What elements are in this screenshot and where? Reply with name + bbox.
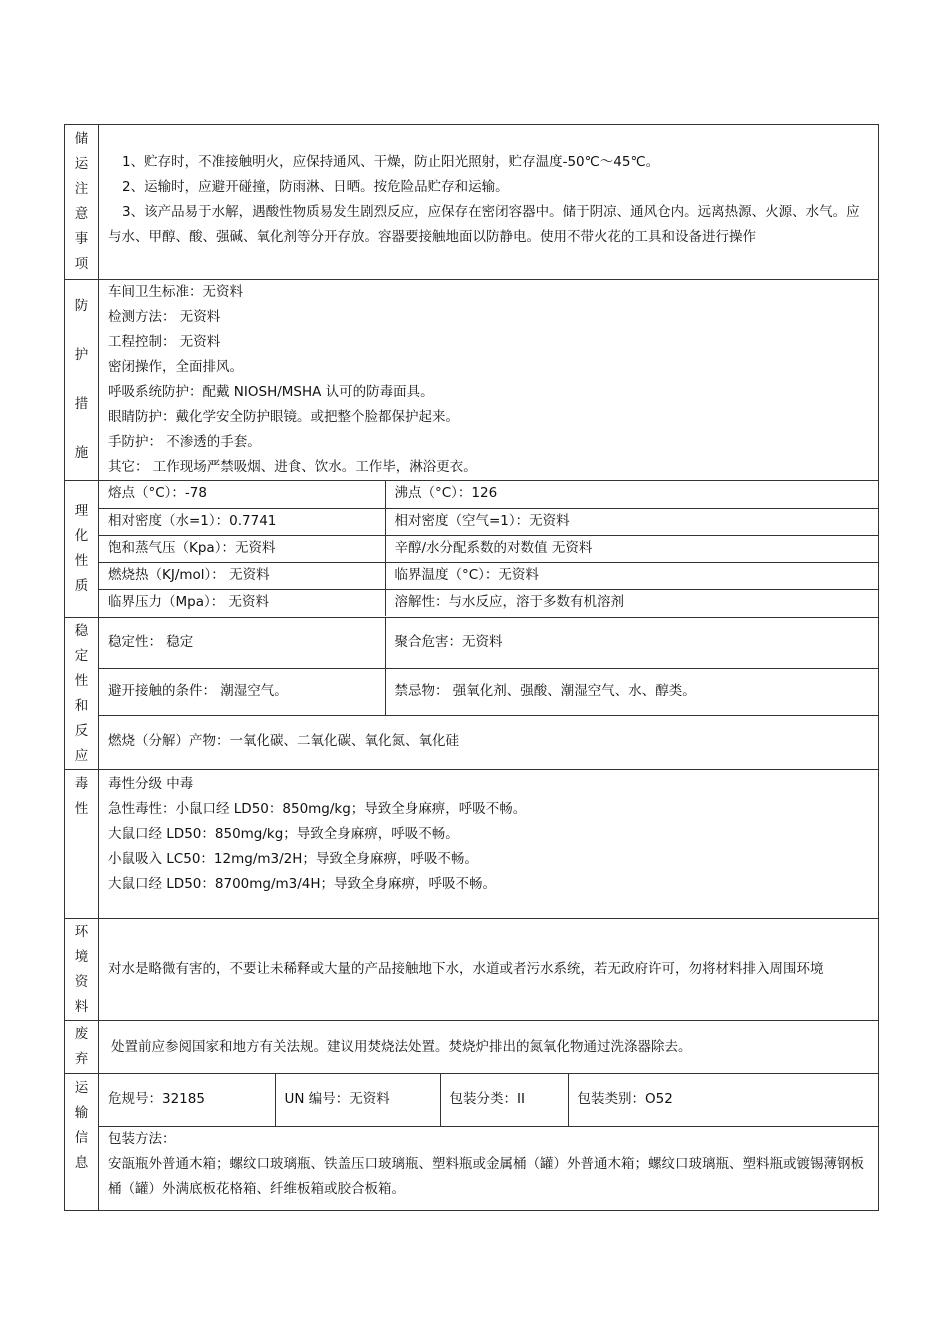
protection-line: 其它： 工作现场严禁吸烟、进食、饮水。工作毕，淋浴更衣。 — [108, 459, 477, 475]
packing-cell — [99, 1126, 878, 1202]
packing-text: 安瓿瓶外普通木箱；螺纹口玻璃瓶、铁盖压口玻璃瓶、塑料瓶或金属桶（罐）外普通木箱；螺纹口玻璃瓶、塑料瓶或镀锡薄钢板桶（罐）外满底板花格箱、纤维板箱或胶合板箱。 — [108, 1155, 864, 1197]
section-label-char: 意 — [74, 206, 89, 222]
section-label-char: 注 — [74, 181, 89, 197]
section-label-char: 化 — [74, 528, 89, 544]
physchem-cell: 熔点（°C）：-78 — [99, 481, 385, 508]
transport-cell: 包装类别：O52 — [577, 1091, 673, 1108]
protection-line: 呼吸系统防护：配戴 NIOSH/MSHA 认可的防毒面具。 — [108, 384, 434, 400]
transport-section — [65, 1074, 879, 1211]
section-label-char: 定 — [74, 647, 89, 664]
packing-title: 包装方法： — [108, 1130, 176, 1147]
section-label-char: 环 — [74, 923, 89, 940]
physchem-cell: 饱和蒸气压（Kpa）：无资料 — [99, 535, 385, 562]
protection-line: 密闭操作，全面排风。 — [108, 359, 243, 375]
stability-grid — [99, 618, 878, 767]
storage-section — [65, 125, 879, 280]
physchem-content — [99, 481, 879, 618]
section-label-char: 事 — [74, 231, 89, 247]
physchem-row — [99, 535, 878, 562]
physchem-cell: 沸点（°C）：126 — [394, 485, 498, 501]
section-label-char: 性 — [74, 553, 89, 569]
protection-line: 工程控制： 无资料 — [108, 334, 221, 350]
protection-line: 眼睛防护：戴化学安全防护眼镜。或把整个脸都保护起来。 — [108, 409, 459, 425]
section-label-char: 运 — [74, 1080, 89, 1096]
physchem-label — [65, 481, 99, 618]
physchem-cell: 溶解性：与水反应，溶于多数有机溶剂 — [385, 589, 878, 616]
section-label-char: 境 — [74, 948, 89, 965]
toxicity-label — [65, 770, 99, 919]
protection-line: 手防护： 不渗透的手套。 — [108, 434, 261, 450]
section-label-char: 施 — [74, 445, 89, 461]
section-label-char: 废 — [74, 1026, 89, 1042]
environment-content — [99, 919, 879, 1021]
protection-content — [99, 280, 879, 481]
transport-cell: 包装分类：II — [440, 1074, 568, 1126]
section-label-char: 运 — [74, 156, 89, 172]
storage-label — [65, 125, 99, 280]
toxicity-content — [99, 770, 879, 919]
section-label-char: 输 — [74, 1105, 89, 1121]
disposal-section — [65, 1021, 879, 1074]
protection-label — [65, 280, 99, 481]
disposal-text: 处置前应参阅国家和地方有关法规。建议用焚烧法处置。焚烧炉排出的氮氧化物通过洗涤器除去。 — [111, 1038, 692, 1055]
physchem-cell: 临界温度（°C）：无资料 — [385, 562, 878, 589]
section-label-char: 护 — [74, 347, 89, 363]
stability-cell: 聚合危害：无资料 — [394, 634, 503, 651]
stability-row — [99, 668, 878, 715]
section-label-char: 性 — [74, 801, 89, 817]
section-label-char: 料 — [74, 998, 89, 1015]
physchem-cell: 燃烧热（KJ/mol）： 无资料 — [99, 562, 385, 589]
section-label-char: 性 — [74, 672, 89, 689]
stability-content — [99, 618, 879, 770]
environment-label — [65, 919, 99, 1021]
section-label-char: 弃 — [74, 1051, 89, 1067]
transport-label — [65, 1074, 99, 1211]
section-label-char: 理 — [74, 503, 89, 519]
section-label-char: 信 — [74, 1130, 89, 1146]
section-label-char: 毒 — [74, 776, 89, 792]
transport-row — [99, 1074, 878, 1126]
physchem-cell: 相对密度（空气=1）：无资料 — [385, 508, 878, 535]
environment-text: 对水是略微有害的，不要让未稀释或大量的产品接触地下水，水道或者污水系统，若无政府许可，勿将材料排入周围环境 — [108, 961, 824, 977]
transport-cell: 危规号：32185 — [99, 1074, 275, 1126]
disposal-content — [99, 1021, 879, 1074]
section-label-char: 稳 — [74, 622, 89, 639]
section-label-char: 防 — [74, 298, 89, 314]
section-label-char: 和 — [74, 697, 89, 714]
stability-row — [99, 618, 878, 668]
transport-content — [99, 1074, 879, 1211]
section-label-char: 反 — [74, 722, 89, 739]
transport-row — [99, 1126, 878, 1202]
section-label-char: 储 — [74, 131, 89, 147]
toxicity-line: 大鼠口经 LD50：8700mg/m3/4H；导致全身麻痹，呼吸不畅。 — [108, 876, 497, 892]
physchem-cell: 相对密度（水=1）：0.7741 — [99, 508, 385, 535]
section-label-char: 措 — [74, 396, 89, 412]
stability-cell: 避开接触的条件： 潮湿空气。 — [99, 668, 385, 715]
storage-content — [99, 125, 879, 280]
physchem-cell: 辛醇/水分配系数的对数值 无资料 — [385, 535, 878, 562]
toxicity-line: 大鼠口经 LD50：850mg/kg；导致全身麻痹，呼吸不畅。 — [108, 826, 459, 842]
section-label-char: 资 — [74, 973, 89, 990]
stability-cell: 稳定性： 稳定 — [99, 618, 385, 668]
storage-line-1: 1、贮存时，不准接触明火，应保持通风、干燥，防止阳光照射，贮存温度-50℃～45℃。 — [122, 154, 660, 170]
protection-line: 车间卫生标准：无资料 — [108, 284, 243, 300]
physchem-cell: 临界压力（Mpa）： 无资料 — [99, 589, 385, 616]
section-label-char: 息 — [74, 1155, 89, 1171]
protection-section — [65, 280, 879, 481]
msds-table — [64, 124, 879, 1211]
section-label-char: 项 — [74, 256, 89, 272]
combustion-products: 燃烧（分解）产物：一氧化碳、二氧化碳、氧化氮、氧化硅 — [99, 715, 878, 767]
toxicity-line: 小鼠吸入 LC50：12mg/m3/2H；导致全身麻痹，呼吸不畅。 — [108, 851, 478, 867]
msds-table-container — [64, 124, 879, 1211]
stability-section — [65, 618, 879, 770]
transport-grid — [99, 1074, 878, 1202]
physchem-row — [99, 508, 878, 535]
toxicity-line: 毒性分级 中毒 — [108, 776, 194, 792]
physchem-row — [99, 562, 878, 589]
protection-line: 检测方法： 无资料 — [108, 309, 221, 325]
stability-cell: 禁忌物： 强氧化剂、强酸、潮湿空气、水、醇类。 — [385, 668, 878, 715]
storage-line-3: 3、该产品易于水解，遇酸性物质易发生剧烈反应，应保存在密闭容器中。储于阴凉、通风仓内。远离热源、火源、水气。应与水、甲醇、酸、强碱、氧化剂等分开存放。容器要接触地面以防静电。使用不带火花的工具和设备进行操作 — [108, 204, 860, 245]
section-label-char: 质 — [74, 578, 89, 594]
physchem-grid — [99, 481, 878, 616]
stability-row — [99, 715, 878, 767]
physchem-row — [99, 589, 878, 616]
section-label-char: 应 — [74, 747, 89, 764]
storage-line-2: 2、运输时，应避开碰撞，防雨淋、日晒。按危险品贮存和运输。 — [122, 179, 509, 195]
stability-label — [65, 618, 99, 770]
environment-section — [65, 919, 879, 1021]
physchem-row — [99, 481, 878, 508]
toxicity-line: 急性毒性：小鼠口经 LD50：850mg/kg；导致全身麻痹，呼吸不畅。 — [108, 801, 527, 817]
transport-cell: UN 编号：无资料 — [275, 1074, 440, 1126]
toxicity-section — [65, 770, 879, 919]
disposal-label — [65, 1021, 99, 1074]
physchem-section — [65, 481, 879, 618]
